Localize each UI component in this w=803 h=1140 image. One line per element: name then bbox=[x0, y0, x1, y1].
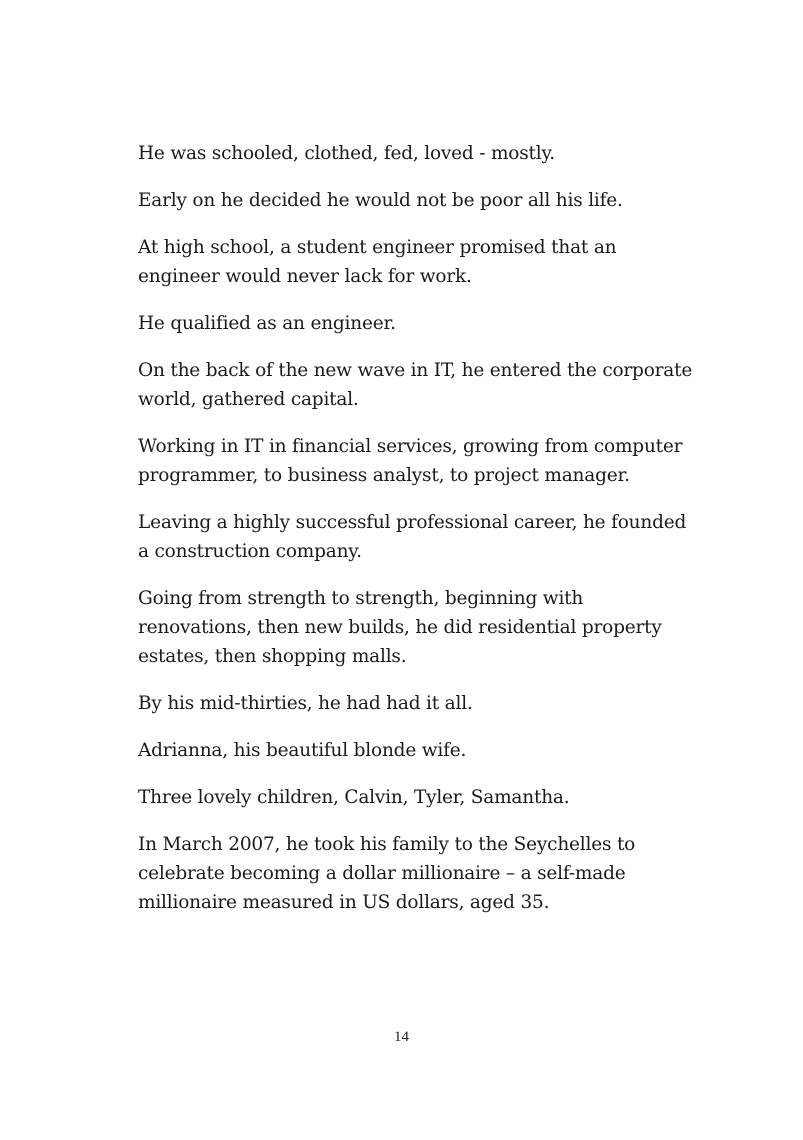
paragraph: Going from strength to strength, beginning with renovations, then new builds, he did residential property estates, then shopping malls. bbox=[138, 588, 662, 667]
paragraph: Early on he decided he would not be poor all his life. bbox=[138, 190, 623, 211]
paragraph: In March 2007, he took his family to the Seychelles to celebrate becoming a dollar millionaire – a self-made millionaire measured in US dollars, aged 35. bbox=[138, 834, 636, 913]
paragraph: Leaving a highly successful professional career, he founded a construction company. bbox=[138, 512, 687, 562]
paragraph: Three lovely children, Calvin, Tyler, Samantha. bbox=[138, 787, 570, 808]
paragraph: Adrianna, his beautiful blonde wife. bbox=[138, 740, 467, 761]
paragraph: Working in IT in financial services, growing from computer programmer, to business analyst, to project manager. bbox=[138, 436, 683, 486]
page-number: 14 bbox=[394, 1029, 409, 1045]
paragraph: On the back of the new wave in IT, he entered the corporate world, gathered capital. bbox=[138, 360, 693, 410]
paragraph: By his mid-thirties, he had had it all. bbox=[138, 693, 473, 714]
paragraph: He qualified as an engineer. bbox=[138, 313, 396, 334]
body-text bbox=[138, 139, 698, 935]
paragraph: He was schooled, clothed, fed, loved - mostly. bbox=[138, 143, 555, 164]
paragraph: At high school, a student engineer promised that an engineer would never lack for work. bbox=[138, 237, 617, 287]
